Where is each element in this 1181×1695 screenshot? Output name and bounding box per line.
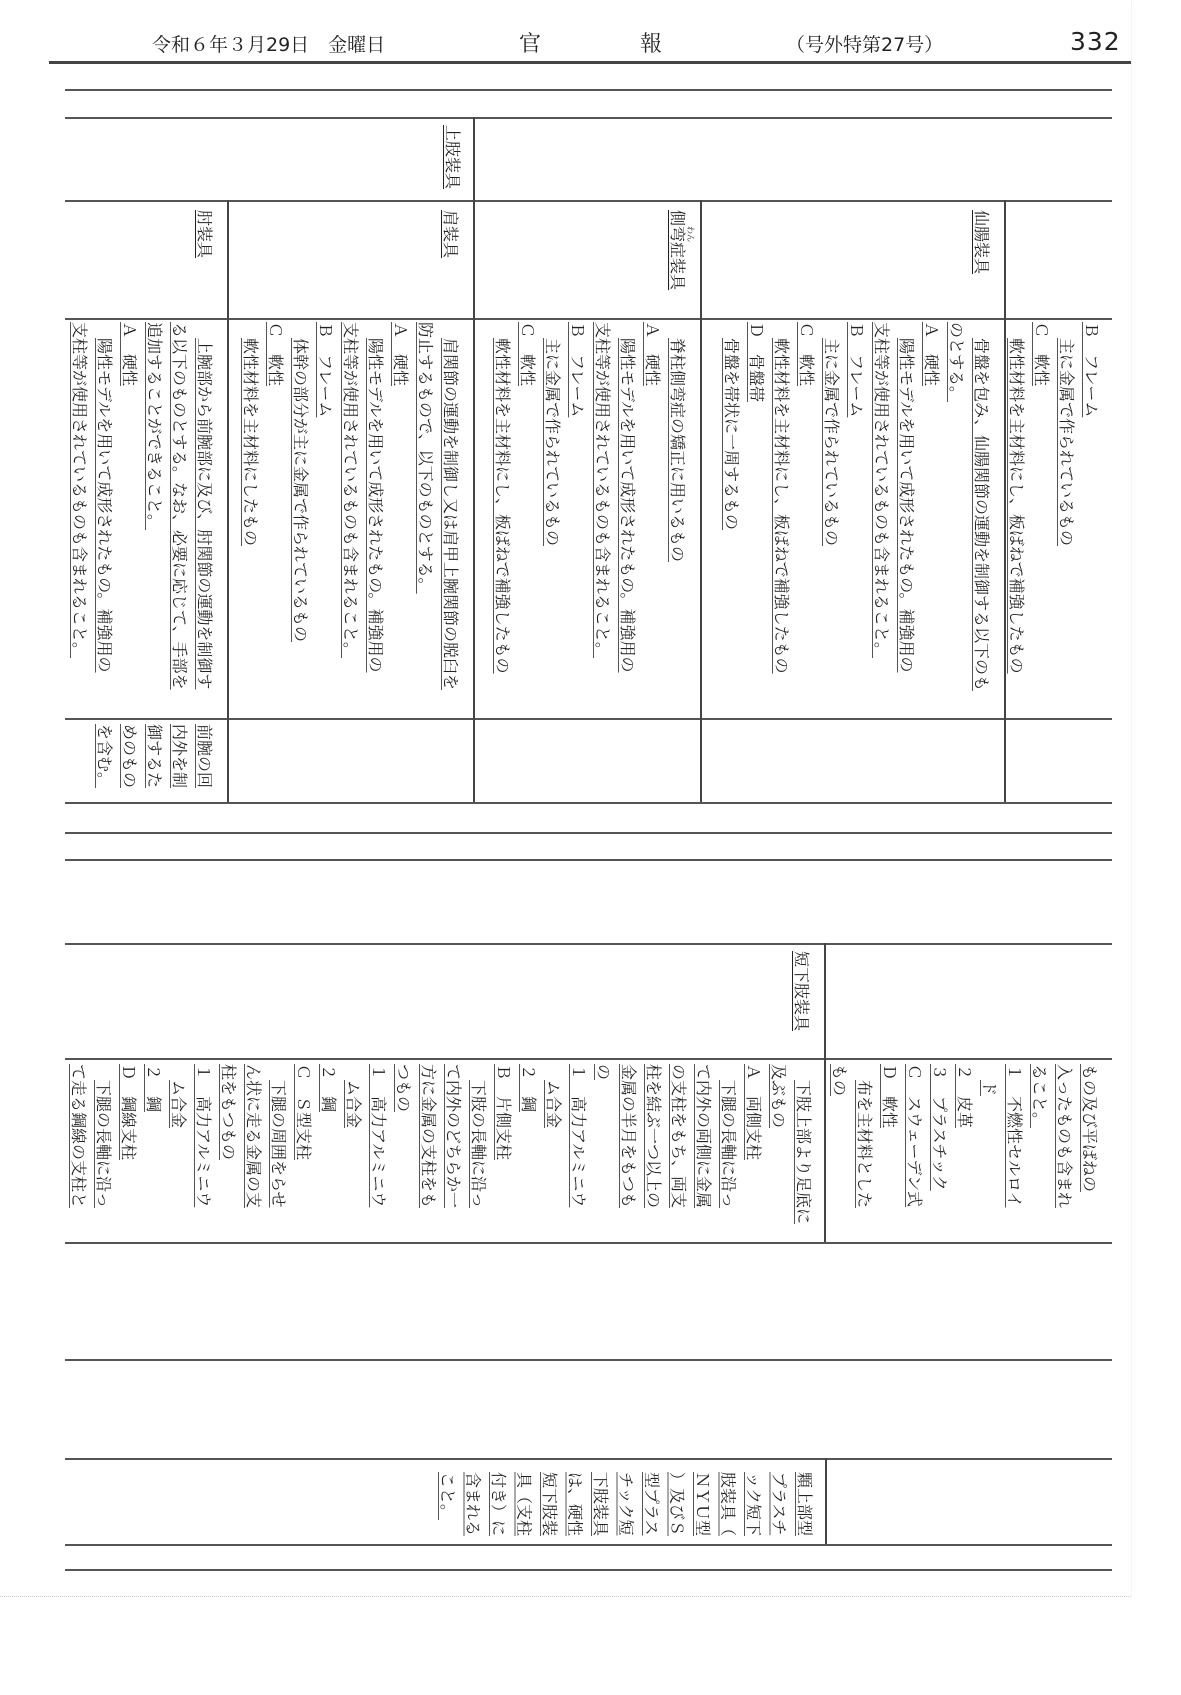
text-line-content: もの [830,1064,849,1097]
text-line [613,1472,639,1544]
text-line-content: Ａ 硬性 [391,322,410,387]
text-line-content: 内外を制 [170,724,189,789]
text-line [716,1064,741,1242]
text-line [919,322,944,718]
text-line-content: 柱をもつもの [219,1064,238,1161]
text-line-content: 下肢上部より足底に [794,1080,813,1225]
text-line-content: こと。 [438,1472,457,1521]
text-line [715,1472,741,1544]
text-line-content: 骨盤を包み、仙腸関節の運動を制御する以下のも [972,338,991,691]
label-part: 弯 [668,226,687,243]
text-line-content: 肢装具（ [718,1472,738,1537]
text-line-content: １ 不燃性セルロイ [1005,1064,1024,1208]
text-line-content: ム合金 [344,1080,363,1129]
text-line [288,322,313,718]
text-line [791,1064,816,1242]
text-line-content: Ｃ 軟性 [797,322,816,387]
gazette-title-1: 官 [519,32,542,57]
text-line [416,1064,441,1242]
text-line [566,1064,591,1242]
page-edge [1131,0,1132,1596]
text-line [894,322,919,718]
text-line-content: Ｃ 軟性 [1032,322,1051,387]
text-line-content: 防止するもので、以下のものとする。 [416,322,435,594]
sec1-cell-1-body [700,318,1004,718]
text-line-content: 主に金属で作られているもの [822,338,841,547]
text-line [67,322,92,718]
text-line-content: 短下肢装 [540,1472,559,1537]
text-line [766,1064,791,1242]
text-line-content: 上腕部から前腕部に及び、肘関節の運動を制御す [195,338,214,690]
text-line [792,1472,818,1544]
text-line-content: 支柱等が使用されているものも含まれること。 [70,322,89,659]
text-line [588,1472,614,1544]
text-line-content: Ｂ フレーム [847,322,866,418]
text-line-content: ること。 [1030,1064,1049,1129]
text-line [515,322,540,718]
text-line [877,1064,902,1242]
text-line [1027,1064,1052,1242]
text-line-content: チック短 [616,1472,636,1536]
rule [65,1242,1112,1244]
text-line-content: の [594,1064,613,1081]
text-line-content: 骨盤を帯状に一周するもの [722,338,741,531]
text-line [691,1064,716,1242]
text-line-content: ２ 鋼 [519,1064,538,1113]
text-line-content: ）及びＳ [667,1472,687,1537]
text-line-content: Ｂ フレーム [316,322,335,418]
text-line [391,1064,416,1242]
text-line-content: Ｂ 片側支柱 [494,1064,513,1161]
text-line [1054,322,1079,718]
text-line [466,1064,491,1242]
label-part: 症装具 [668,242,687,291]
text-line-content: を含む。 [95,724,114,789]
text-line-content: 陽性モデルを用いて成形されたもの。補強用の [366,338,385,673]
header-rule [49,61,1131,64]
text-line [590,322,615,718]
text-line [741,1472,767,1544]
text-line-content: 方に金属の支柱をも [419,1064,438,1209]
text-line-content: て内外の両側に金属 [694,1064,713,1209]
text-line-content: 顆上部型 [795,1472,814,1537]
text-line-content: 主に金属で作られているもの [1057,338,1076,547]
text-line-content: 及ぶもの [769,1064,788,1129]
text-line [313,322,338,718]
text-line-content: 下肢装具 [591,1472,610,1537]
text-line-content: 軟性材料を主材料にし、板ばねで補強したもの [1007,338,1026,674]
text-line [263,322,288,718]
rule [65,1359,1112,1361]
text-line-content: 金属の半月をもつも [619,1064,638,1209]
device-label-elbow: 肘装具 [195,210,214,259]
rule [65,802,1112,804]
text-line [363,322,388,718]
text-line-content: 付き）に [489,1472,508,1537]
text-line-content: Ｃ 軟性 [518,322,537,387]
text-line [591,1064,616,1242]
device-label-short-leg: 短下肢装具 [792,951,811,1032]
text-line-content: 陽性モデルを用いて成形されたもの。補強用の [618,338,637,673]
text-line-content: Ｃ Ｓ型支柱 [294,1064,313,1161]
text-line [641,1064,666,1242]
text-line-content: 陽性モデルを用いて成形されたもの。補強用の [95,338,114,673]
sec1-cell-4-note [65,718,227,802]
text-line [741,1064,766,1242]
text-line-content: 下肢の長軸に沿っ [469,1080,488,1209]
label-part: 側 [668,210,687,227]
text-line-content: 支柱等が使用されているものも含まれること。 [341,322,360,659]
text-line-content: もの及び平ばねの [1080,1064,1099,1193]
text-line-content: 追加することができること。 [145,322,164,531]
text-line-content: 軟性材料を主材料にし、板ばねで補強したもの [493,338,512,674]
text-line [192,724,217,802]
text-line-content: Ｃ スウェーデン式 [905,1064,924,1208]
ruby-text: わん [686,226,695,243]
text-line-content: ん状に走る金属の支 [244,1064,263,1209]
text-line-content: 軟性材料を主材料にしたもの [241,338,260,547]
text-line [639,1472,665,1544]
text-line [616,1064,641,1242]
text-line [944,322,969,718]
issue-number: （号外特第27号） [786,34,944,56]
sec1-cell-1-label [700,200,1004,318]
text-line-content: 肩関節の運動を制御し又は肩甲上腕関節の脱臼を [441,338,460,691]
text-line-content: ２ 鋼 [144,1064,163,1113]
text-line [1077,1064,1102,1242]
text-line [540,322,565,718]
text-line-content: Ｂ フレーム [568,322,587,418]
text-line [827,1064,852,1242]
text-line-content: 御するた [145,724,164,789]
text-line-content: の支柱をもち、両支 [669,1064,688,1209]
text-line-content: Ｃ 軟性 [266,322,285,387]
text-line-content: つもの [394,1064,413,1113]
text-line [869,322,894,718]
text-line [141,1064,166,1242]
text-line [486,1472,512,1544]
text-line-content: プラスチ [769,1472,789,1536]
text-line [516,1064,541,1242]
text-line-content: 体幹の部分が主に金属で作られているもの [291,338,310,643]
text-line-content: 主に金属で作られているもの [543,338,562,547]
text-line [690,1472,716,1544]
text-line [166,1064,191,1242]
label-ruby [668,226,695,243]
group-label-upper-limb: 上肢装具 [443,125,462,190]
sec1-cell-3-body [227,318,473,718]
text-line [191,1064,216,1242]
text-line-content: 型プラス [642,1472,661,1536]
text-line-content: ２ 皮革 [955,1064,974,1129]
text-line [511,1472,537,1544]
text-line-content: Ｄ 鋼線支柱 [119,1064,138,1161]
text-line-content: は、硬性 [565,1472,585,1537]
text-line-content: Ａ 硬性 [120,322,139,387]
device-label-sacroiliac: 仙腸装具 [972,210,991,275]
text-line-content: ック短下 [744,1472,763,1537]
text-line [665,322,690,718]
text-line [562,1472,588,1544]
text-line [615,322,640,718]
text-line [927,1064,952,1242]
sec1-cell-2-body [473,318,700,718]
text-line-content: Ｂ フレーム [1082,322,1101,418]
sec2-cell-1-body [65,1058,824,1242]
text-line [819,322,844,718]
page-edge [0,1596,1131,1597]
text-line [66,1064,91,1242]
text-line [666,1064,691,1242]
text-line-content: ３ プラスチック [930,1064,949,1191]
text-line-content: 陽性モデルを用いて成形されたもの。補強用の [897,338,916,673]
text-line [1079,322,1104,718]
text-line [241,1064,266,1242]
device-label-shoulder: 肩装具 [441,210,460,259]
text-line [238,322,263,718]
text-line-content: 脊柱側弯症の矯正に用いるもの [668,338,687,563]
device-label-scoliosis [668,210,695,291]
issue-date: 令和６年３月29日 金曜日 [152,34,386,56]
text-line [537,1472,563,1544]
sec1-cell-4-label [65,200,227,318]
text-line-content: 具（支柱 [514,1472,534,1537]
group-label-cell [65,117,473,200]
text-line [490,322,515,718]
text-line [216,1064,241,1242]
text-line [541,1064,566,1242]
rule [65,1544,1112,1546]
text-line [902,1064,927,1242]
sec1-cell-3-label [227,200,473,318]
text-line-content: 支柱等が使用されているものも含まれること。 [872,322,891,659]
text-line-content: １ 高力アルミニウ [369,1064,388,1208]
text-line-content: 含まれる [463,1472,483,1537]
text-line [116,1064,141,1242]
text-line [142,322,167,718]
text-line-content: めのもの [120,724,139,789]
text-line-content: 下腿の周囲をらせ [269,1080,288,1208]
text-line [167,322,192,718]
text-line [977,1064,1002,1242]
rule [65,89,1112,91]
text-line [441,1064,466,1242]
text-line [640,322,665,718]
text-line [1052,1064,1077,1242]
text-line [766,1472,792,1544]
text-line [92,322,117,718]
text-line [366,1064,391,1242]
text-line [844,322,869,718]
sec3-cell-0-body [65,1458,825,1544]
text-line [117,724,142,802]
text-line-content: 布を主材料とした [855,1080,874,1209]
text-line-content: 入ったものも含まれ [1055,1064,1074,1209]
text-line [769,322,794,718]
page-number: 332 [1070,27,1121,56]
rule [65,832,1112,834]
text-line-content: ム合金 [169,1080,188,1129]
sec1-cell-2-label [473,200,700,318]
text-line-content: 軟性材料を主材料にし、板ばねで補強したもの [772,338,791,674]
text-line [1002,1064,1027,1242]
text-line [91,1064,116,1242]
text-line-content: ＮＹＵ型 [693,1472,712,1537]
text-line [719,322,744,718]
text-line [341,1064,366,1242]
text-line-content: Ａ 硬性 [922,322,941,387]
text-line [565,322,590,718]
rule [65,1569,1112,1571]
text-line [1029,322,1054,718]
sec2-cell-1-label [65,943,824,1058]
text-line-content: Ｄ 骨盤帯 [747,322,766,403]
text-line [291,1064,316,1242]
text-line-content: 柱を結ぶ一つ以上の [644,1064,663,1209]
text-line-content: Ａ 両側支柱 [744,1064,763,1161]
text-line [92,724,117,802]
text-line [435,1472,461,1544]
text-line-content: て走る鋼線の支柱と [69,1064,88,1209]
text-line [338,322,363,718]
text-line [952,1064,977,1242]
sec2-cell-0-body [824,1058,1112,1242]
text-line-content: １ 高力アルミニウ [569,1064,588,1208]
text-line-content: １ 高力アルミニウ [194,1064,213,1208]
text-line-content: ２ 鋼 [319,1064,338,1113]
text-line-content: 支柱等が使用されているものも含まれること。 [593,322,612,659]
text-line [1004,322,1029,718]
text-line [192,322,217,718]
text-line [142,724,167,802]
text-line-content: 前腕の回 [195,724,214,789]
text-line-content: る以下のものとする。なお、必要に応じて、手部を [170,322,189,690]
text-line [664,1472,690,1544]
text-line [438,322,463,718]
text-line-content: ム合金 [544,1080,563,1129]
text-line [794,322,819,718]
sec1-cell-4-body [65,318,227,718]
text-line [969,322,994,718]
text-line [852,1064,877,1242]
text-line-content: 下腿の長軸に沿っ [719,1080,738,1209]
text-line-content: 下腿の長軸に沿っ [94,1080,113,1209]
rule [65,859,1112,861]
text-line [266,1064,291,1242]
text-line-content: Ａ 硬性 [643,322,662,387]
text-line [491,1064,516,1242]
text-line [388,322,413,718]
text-line [413,322,438,718]
text-line [744,322,769,718]
text-line-content: ド [980,1080,999,1097]
gazette-title-2: 報 [640,32,663,57]
text-line-content: Ｄ 軟性 [880,1064,899,1129]
text-line [167,724,192,802]
text-line [117,322,142,718]
text-line-content: て内外のどちらか一 [444,1064,463,1209]
sec1-cell-0-body [1004,318,1112,718]
text-line [460,1472,486,1544]
text-line [316,1064,341,1242]
column-divider [825,1458,827,1544]
text-line-content: のとする。 [947,322,966,403]
